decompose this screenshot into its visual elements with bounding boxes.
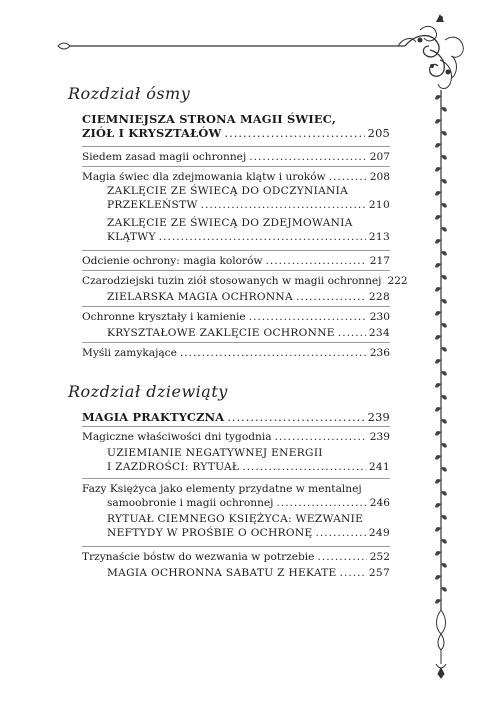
vine-leaf-icon bbox=[441, 131, 447, 136]
toc-subentry[interactable]: ZIELARSKA MAGIA OCHRONNA ..... 228 bbox=[107, 290, 390, 304]
vine-leaf-icon bbox=[435, 143, 441, 148]
toc-entry[interactable]: Magiczne właściwości dni tygodnia ..... 239 bbox=[82, 430, 390, 444]
vine-leaf-icon bbox=[441, 467, 447, 472]
toc-entry[interactable]: Myśli zamykające ..... 236 bbox=[82, 346, 390, 360]
vine-leaf-icon bbox=[435, 119, 441, 124]
vine-leaf-icon bbox=[441, 203, 447, 208]
vine-leaf-icon bbox=[435, 215, 441, 220]
vine-leaf-icon bbox=[441, 419, 447, 424]
vine-leaf-icon bbox=[441, 275, 447, 280]
vine-leaf-icon bbox=[435, 479, 441, 484]
divider bbox=[82, 250, 390, 251]
toc-entry[interactable]: Siedem zasad magii ochronnej ..... 207 bbox=[82, 150, 390, 164]
vine-leaf-icon bbox=[441, 395, 447, 400]
vine-leaf-icon bbox=[435, 95, 441, 100]
vine-leaf-icon bbox=[435, 383, 441, 388]
vine-leaf-icon bbox=[441, 347, 447, 352]
vine-leaf-icon bbox=[435, 455, 441, 460]
toc-entry[interactable]: Fazy Księżyca jako elementy przydatne w mentalnej samoobronie i magii ochronnej ..... 246 bbox=[82, 482, 390, 510]
vine-leaf-icon bbox=[435, 527, 441, 532]
vine-leaf-icon bbox=[441, 515, 447, 520]
toc-entry[interactable]: Trzynaście bóstw do wezwania w potrzebie ..... 252 bbox=[82, 550, 390, 564]
toc-entry[interactable]: Magia świec dla zdejmowania klątw i uroków ..... 208 bbox=[82, 170, 390, 184]
divider bbox=[82, 342, 390, 343]
toc-entry-section-title[interactable]: CIEMNIEJSZA STRONA MAGII ŚWIEC, ZIÓŁ I KRYSZTAŁÓW ..... 205 bbox=[82, 112, 390, 140]
vine-leaf-icon bbox=[441, 155, 447, 160]
vine-leaf-icon bbox=[441, 179, 447, 184]
divider bbox=[82, 270, 390, 271]
chapter-heading-8: Rozdział ósmy bbox=[68, 84, 191, 103]
vine-leaf-icon bbox=[441, 491, 447, 496]
toc-entry[interactable]: Ochronne kryształy i kamienie ..... 230 bbox=[82, 310, 390, 324]
vine-leaf-icon bbox=[441, 371, 447, 376]
toc-subentry[interactable]: ZAKLĘCIE ZE ŚWIECĄ DO ODCZYNIANIA PRZEKLEŃSTW ..... 210 bbox=[107, 184, 390, 212]
toc-entry[interactable]: Czarodziejski tuzin ziół stosowanych w magii ochronnej 222 bbox=[82, 275, 408, 287]
vine-leaf-icon bbox=[441, 587, 447, 592]
vine-leaf-icon bbox=[435, 575, 441, 580]
vine-leaf-icon bbox=[435, 551, 441, 556]
toc-subentry[interactable]: RYTUAŁ CIEMNEGO KSIĘŻYCA: WEZWANIE NEFTYDY W PROŚBIE O OCHRONĘ ..... 249 bbox=[107, 512, 390, 540]
vine-leaf-icon bbox=[435, 431, 441, 436]
toc-entry[interactable]: Odcienie ochrony: magia kolorów ..... 217 bbox=[82, 254, 390, 268]
vine-leaf-icon bbox=[435, 599, 441, 604]
toc-entry-section-title[interactable]: MAGIA PRAKTYCZNA ..... 239 bbox=[82, 410, 390, 424]
vine-leaf-icon bbox=[435, 335, 441, 340]
toc-subentry[interactable]: ZAKLĘCIE ZE ŚWIECĄ DO ZDEJMOWANIA KLĄTWY ..... 213 bbox=[107, 216, 390, 244]
vine-leaf-icon bbox=[435, 287, 441, 292]
vine-leaf-icon bbox=[435, 167, 441, 172]
vine-leaves-icon bbox=[418, 14, 451, 75]
vine-leaf-icon bbox=[435, 311, 441, 316]
vine-leaf-icon bbox=[441, 323, 447, 328]
divider bbox=[82, 146, 390, 147]
vine-leaf-icon bbox=[441, 107, 447, 112]
chapter-heading-9: Rozdział dziewiąty bbox=[68, 382, 228, 401]
toc-subentry[interactable]: KRYSZTAŁOWE ZAKLĘCIE OCHRONNE ..... 234 bbox=[107, 326, 390, 340]
vine-leaf-icon bbox=[441, 251, 447, 256]
divider bbox=[82, 306, 390, 307]
vine-leaf-icon bbox=[435, 407, 441, 412]
vine-leaf-icon bbox=[435, 263, 441, 268]
vine-leaf-icon bbox=[441, 227, 447, 232]
divider bbox=[82, 546, 390, 547]
vine-leaf-icon bbox=[441, 443, 447, 448]
vine-leaf-icon bbox=[441, 539, 447, 544]
vine-leaf-icon bbox=[435, 239, 441, 244]
toc-subentry[interactable]: UZIEMIANIE NEGATYWNEJ ENERGII I ZAZDROŚCI: RYTUAŁ ..... 241 bbox=[107, 446, 390, 474]
toc-subentry[interactable]: MAGIA OCHRONNA SABATU Z HEKATE ..... 257 bbox=[107, 566, 390, 580]
vine-leaf-icon bbox=[441, 299, 447, 304]
vine-leaf-icon bbox=[435, 191, 441, 196]
divider bbox=[82, 166, 390, 167]
vine-leaf-icon bbox=[435, 359, 441, 364]
divider bbox=[82, 426, 390, 427]
vine-leaf-icon bbox=[435, 503, 441, 508]
divider bbox=[82, 478, 390, 479]
vine-leaf-icon bbox=[441, 563, 447, 568]
